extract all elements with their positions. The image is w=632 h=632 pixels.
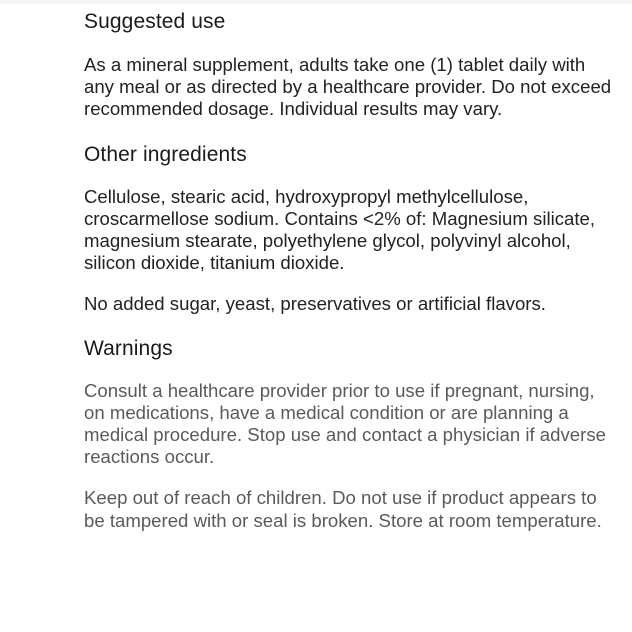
warnings-text: Consult a healthcare provider prior to use if pregnant, nursing, on medications, have a medical condition or are planning a medical procedure. Stop use and contact a physician if adverse reactions occur. [84, 379, 606, 468]
product-details-content [84, 8, 614, 532]
other-ingredients-text: Cellulose, stearic acid, hydroxypropyl methylcellulose, croscarmellose sodium. Contains <2% of: Magnesium silicate, magnesium stearate, polyethylene glycol, polyvinyl alcohol, silicon dioxide, titanium dioxide. [84, 185, 596, 274]
warnings-heading: Warnings [84, 336, 173, 360]
top-edge-strip [0, 0, 632, 4]
no-added-ingredients-note: No added sugar, yeast, preservatives or artificial flavors. [84, 293, 546, 315]
suggested-use-text: As a mineral supplement, adults take one (1) tablet daily with any meal or as directed by a healthcare provider. Do not exceed recommended dosage. Individual results may vary. [84, 54, 612, 120]
storage-warning-text: Keep out of reach of children. Do not use if product appears to be tampered with or seal is broken. Store at room temperature. [84, 487, 602, 531]
other-ingredients-heading: Other ingredients [84, 142, 247, 166]
suggested-use-heading: Suggested use [84, 10, 226, 33]
